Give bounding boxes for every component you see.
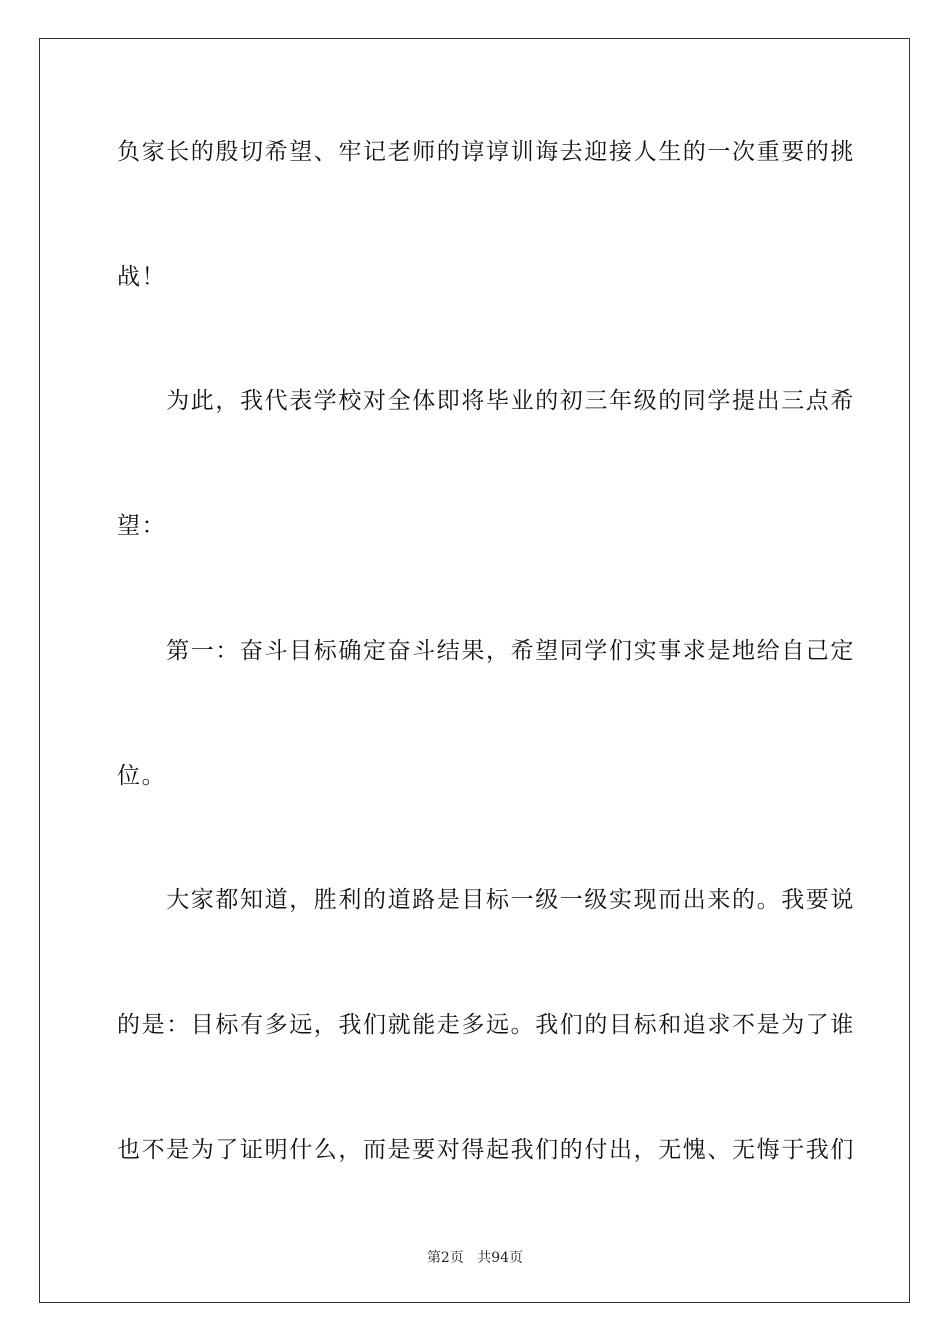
text-line-6: 位。 <box>117 763 167 789</box>
text-line-2: 战！ <box>117 264 167 290</box>
text-line-4: 望： <box>117 513 167 539</box>
text-line-1: 负家长的殷切希望、牢记老师的谆谆训诲去迎接人生的一次重要的挑 <box>117 139 855 165</box>
page-frame <box>39 38 910 1303</box>
page-footer <box>0 1248 950 1268</box>
page-number: 第2页 <box>426 1250 464 1266</box>
text-line-8: 的是：目标有多远，我们就能走多远。我们的目标和追求不是为了谁 <box>117 1012 855 1038</box>
page-total: 共94页 <box>477 1250 524 1266</box>
text-line-3: 为此，我代表学校对全体即将毕业的初三年级的同学提出三点希 <box>117 388 855 414</box>
text-line-7: 大家都知道，胜利的道路是目标一级一级实现而出来的。我要说 <box>117 887 855 913</box>
text-line-9: 也不是为了证明什么，而是要对得起我们的付出，无愧、无悔于我们 <box>117 1137 855 1163</box>
text-line-5: 第一：奋斗目标确定奋斗结果，希望同学们实事求是地给自己定 <box>117 638 855 664</box>
